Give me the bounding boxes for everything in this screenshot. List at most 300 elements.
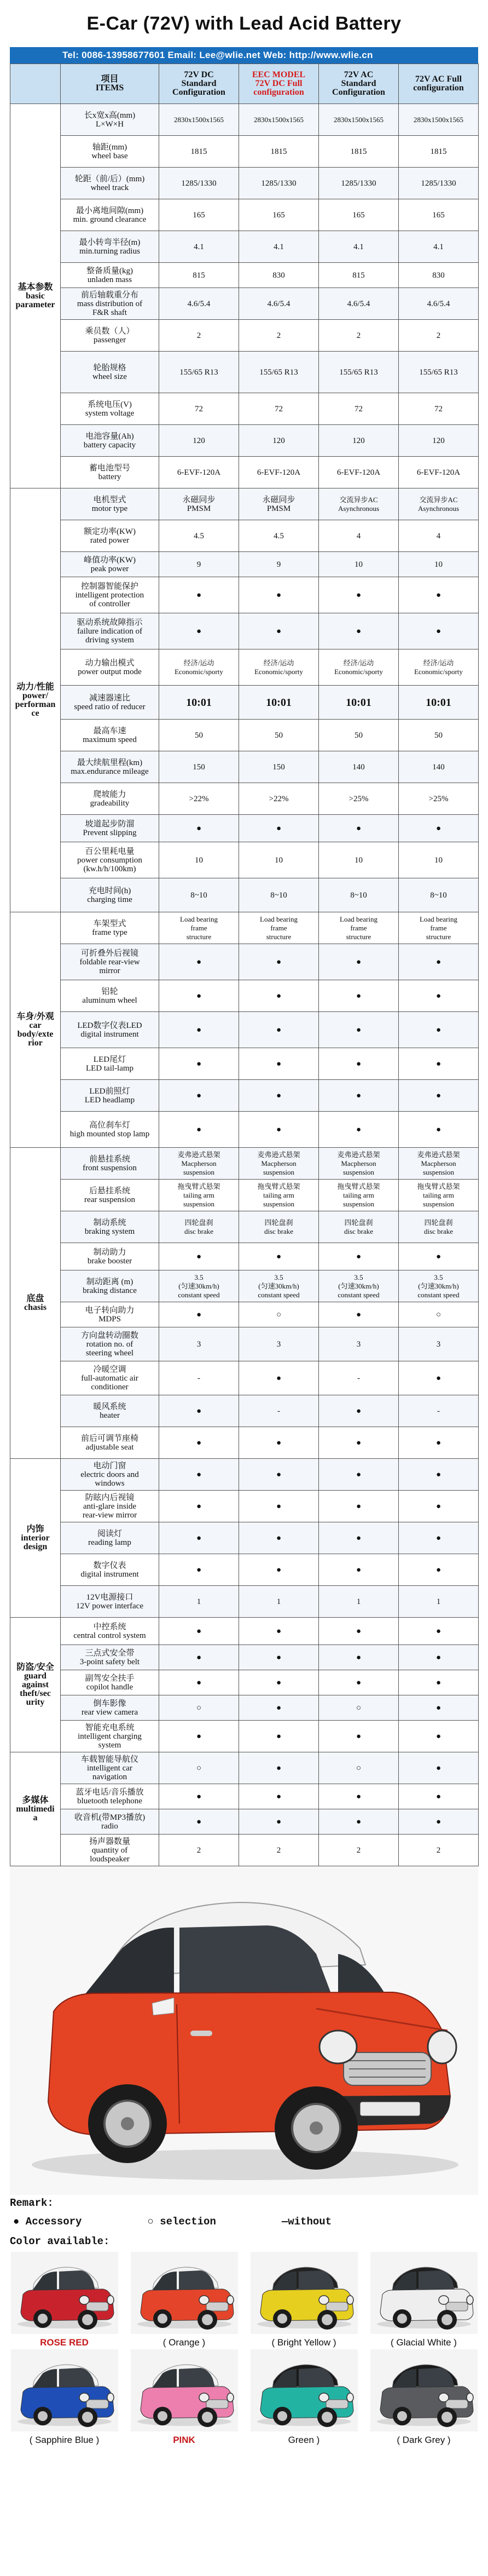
spec-value: 10:01 [399,686,479,720]
spec-item-label: 减速器速比 speed ratio of reducer [61,686,159,720]
header-model: 72V AC Full configuration [399,64,479,104]
spec-row [10,842,479,878]
spec-row [10,649,479,686]
spec-value: 72 [319,393,399,425]
spec-value: 1815 [399,136,479,168]
spec-value: ● [399,1752,479,1784]
spec-value: ● [239,1721,319,1752]
spec-value: 50 [159,720,239,751]
spec-item-label: 蓄电池型号 battery [61,457,159,488]
spec-row [10,488,479,520]
spec-value: Load bearing frame structure [159,912,239,944]
spec-value: ● [239,1554,319,1586]
spec-row [10,1491,479,1522]
spec-value: 1285/1330 [399,168,479,199]
car-thumbnail [131,2252,238,2334]
spec-item-label: 轴距(mm) wheel base [61,136,159,168]
spec-row [10,1361,479,1395]
spec-value: ● [319,1491,399,1522]
spec-value: ● [159,1554,239,1586]
spec-row [10,1670,479,1695]
spec-value: 6-EVF-120A [239,457,319,488]
spec-value: 155/65 R13 [319,352,399,393]
spec-value: 2 [239,320,319,352]
spec-row [10,1080,479,1112]
spec-value: ● [399,980,479,1012]
spec-body [10,104,479,1866]
spec-value: - [239,1395,319,1427]
spec-value: ● [319,1302,399,1327]
spec-item-label: 收音机(带MP3播放) radio [61,1809,159,1835]
spec-value: 4.6/5.4 [239,288,319,320]
spec-value: ● [399,944,479,980]
spec-value: ● [239,1427,319,1459]
spec-value: ● [319,1243,399,1270]
spec-value: 经济/运动 Economic/sporty [159,649,239,686]
color-label: ( Bright Yellow ) [271,2337,336,2348]
spec-value: 72 [239,393,319,425]
section-category: 底盘 chasis [10,1148,61,1459]
spec-row [10,944,479,980]
spec-value: 10 [399,552,479,577]
spec-value: 4.1 [159,231,239,263]
spec-value: ○ [319,1695,399,1721]
spec-value: ● [319,1645,399,1670]
spec-row [10,751,479,783]
spec-item-label: 数字仪表 digital instrument [61,1554,159,1586]
spec-row [10,1784,479,1809]
spec-value: ● [399,1554,479,1586]
spec-value: ● [319,1784,399,1809]
section-category: 基本参数 basic parameter [10,104,61,488]
spec-value: ● [399,1491,479,1522]
spec-value: 815 [319,263,399,288]
spec-row [10,1459,479,1491]
spec-row [10,980,479,1012]
spec-value: ● [319,1721,399,1752]
spec-row [10,912,479,944]
spec-value: ● [159,1080,239,1112]
spec-item-label: 电子转向助力 MDPS [61,1302,159,1327]
spec-value: >22% [159,783,239,815]
spec-row [10,1835,479,1866]
spec-item-label: 控制器智能保护 intelligent protection of controller [61,577,159,613]
spec-value: ● [399,1012,479,1048]
spec-item-label: 整备质量(kg) unladen mass [61,263,159,288]
spec-value: ● [319,1048,399,1080]
spec-value: ● [239,815,319,842]
spec-item-label: 方向盘转动圈数 rotation no. of steering wheel [61,1327,159,1361]
spec-value: ● [159,1491,239,1522]
section-category: 防盗/安全 guard against theft/sec urity [10,1618,61,1752]
spec-value: 155/65 R13 [239,352,319,393]
spec-value: ● [159,944,239,980]
spec-value: 2830x1500x1565 [319,104,399,136]
spec-row [10,136,479,168]
spec-value: ● [319,1395,399,1427]
spec-item-label: 乘员数（人） passenger [61,320,159,352]
spec-item-label: 峰值功率(KW) peak power [61,552,159,577]
spec-value: ● [399,1522,479,1554]
spec-value: ● [159,1645,239,1670]
spec-item-label: 动力输出模式 power output mode [61,649,159,686]
spec-value: ● [159,1395,239,1427]
spec-item-label: 阅读灯 reading lamp [61,1522,159,1554]
spec-item-label: 三点式安全带 3-point safety belt [61,1645,159,1670]
header-model: 72V AC Standard Configuration [319,64,399,104]
spec-value: 1 [239,1586,319,1618]
spec-value: Load bearing frame structure [319,912,399,944]
spec-value: 830 [239,263,319,288]
spec-value: 155/65 R13 [159,352,239,393]
spec-row [10,263,479,288]
section-category: 车身/外观 car body/exte rior [10,912,61,1148]
spec-item-label: LED尾灯 LED tail-lamp [61,1048,159,1080]
spec-value: 2 [159,1835,239,1866]
spec-value: ● [239,1361,319,1395]
car-thumbnail [131,2349,238,2431]
spec-value: 4.6/5.4 [159,288,239,320]
spec-value: ● [239,1809,319,1835]
spec-value: 4 [399,520,479,552]
spec-value: 麦弗逊式悬架 Macpherson suspension [319,1148,399,1180]
color-swatches [10,2252,478,2447]
spec-row [10,199,479,231]
spec-value: ● [399,1695,479,1721]
spec-item-label: 电池容量(Ah) battery capacity [61,425,159,457]
spec-value: 50 [399,720,479,751]
spec-row [10,1270,479,1302]
spec-value: ○ [159,1695,239,1721]
spec-row [10,352,479,393]
spec-row [10,520,479,552]
spec-value: 拖曳臂式悬架 tailing arm suspension [239,1180,319,1211]
spec-value: ● [159,577,239,613]
spec-value: >25% [319,783,399,815]
spec-item-label: LED数字仪表LED digital instrument [61,1012,159,1048]
spec-value: 四轮盘刹 disc brake [319,1211,399,1243]
spec-value: 1815 [159,136,239,168]
spec-item-label: 最小离地间隙(mm) min. ground clearance [61,199,159,231]
spec-value: ● [239,1459,319,1491]
spec-value: 2 [159,320,239,352]
spec-value: ● [319,1459,399,1491]
color-label: Green ) [288,2435,320,2445]
spec-value: 165 [239,199,319,231]
spec-value: 1815 [239,136,319,168]
spec-value: - [159,1361,239,1395]
spec-value: - [319,1361,399,1395]
page-title: E-Car (72V) with Lead Acid Battery [86,13,402,34]
spec-value: 4.6/5.4 [319,288,399,320]
spec-value: 2 [399,1835,479,1866]
spec-value: 10 [319,552,399,577]
spec-value: ○ [319,1752,399,1784]
spec-value: ● [319,1012,399,1048]
spec-row [10,1112,479,1148]
spec-value: 150 [159,751,239,783]
spec-item-label: 系统电压(V) system voltage [61,393,159,425]
spec-value: ● [159,1243,239,1270]
spec-value: 140 [399,751,479,783]
spec-row [10,1721,479,1752]
spec-value: >22% [239,783,319,815]
spec-value: 72 [159,393,239,425]
spec-value: 4.6/5.4 [399,288,479,320]
spec-value: ● [399,1048,479,1080]
spec-item-label: 轮距（前/后）(mm) wheel track [61,168,159,199]
spec-item-label: 额定功率(KW) rated power [61,520,159,552]
spec-row [10,231,479,263]
spec-value: ● [159,1721,239,1752]
spec-value: ● [239,1048,319,1080]
spec-value: 10:01 [239,686,319,720]
spec-value: ● [239,1618,319,1645]
spec-value: ● [239,1243,319,1270]
spec-value: 交流异步AC Asynchronous [399,488,479,520]
spec-value: 3.5 (匀速30km/h) constant speed [239,1270,319,1302]
spec-value: 3 [399,1327,479,1361]
spec-value: ● [239,1112,319,1148]
spec-item-label: 12V电源接口 12V power interface [61,1586,159,1618]
spec-value: 6-EVF-120A [319,457,399,488]
spec-row [10,1012,479,1048]
car-thumbnail [251,2252,358,2334]
spec-value: ● [319,1427,399,1459]
spec-value: ● [399,1645,479,1670]
spec-value: >25% [399,783,479,815]
car-thumbnail [370,2252,478,2334]
spec-value: 1 [319,1586,399,1618]
car-thumbnail [11,2252,118,2334]
spec-value: ● [399,1112,479,1148]
spec-item-label: LED前照灯 LED headlamp [61,1080,159,1112]
spec-item-label: 制动距离 (m) braking distance [61,1270,159,1302]
spec-row [10,1809,479,1835]
color-swatch [130,2349,239,2447]
spec-value: 2 [319,320,399,352]
car-thumbnail [370,2349,478,2431]
spec-value: ● [399,1243,479,1270]
spec-value: 经济/运动 Economic/sporty [319,649,399,686]
spec-value: 2830x1500x1565 [239,104,319,136]
spec-item-label: 前后可调节座椅 adjustable seat [61,1427,159,1459]
spec-value: 50 [319,720,399,751]
spec-value: ● [159,1048,239,1080]
spec-value: 6-EVF-120A [399,457,479,488]
spec-value: 6-EVF-120A [159,457,239,488]
spec-row [10,1243,479,1270]
spec-value: 50 [239,720,319,751]
spec-value: ● [399,1427,479,1459]
spec-row [10,1327,479,1361]
spec-value: 四轮盘刹 disc brake [239,1211,319,1243]
spec-value: ● [159,980,239,1012]
spec-value: 10 [399,842,479,878]
spec-value: ● [399,1080,479,1112]
spec-row [10,1302,479,1327]
spec-item-label: 中控系统 central control system [61,1618,159,1645]
car-illustration [10,1866,478,2195]
spec-value: 120 [239,425,319,457]
spec-value: 72 [399,393,479,425]
spec-row [10,288,479,320]
spec-item-label: 制动系统 braking system [61,1211,159,1243]
spec-value: ● [399,1809,479,1835]
spec-item-label: 电机型式 motor type [61,488,159,520]
spec-item-label: 暖风系统 heater [61,1395,159,1427]
spec-value: ● [159,1522,239,1554]
spec-value: ● [319,980,399,1012]
remark-section [10,2195,478,2247]
spec-value: ● [319,1618,399,1645]
spec-row [10,577,479,613]
spec-value: 3 [159,1327,239,1361]
spec-value: 3.5 (匀速30km/h) constant speed [159,1270,239,1302]
spec-row [10,1427,479,1459]
spec-value: ● [239,577,319,613]
spec-value: 麦弗逊式悬架 Macpherson suspension [399,1148,479,1180]
spec-value: ● [239,1491,319,1522]
spec-value: 120 [319,425,399,457]
spec-value: ○ [239,1302,319,1327]
spec-value: ● [239,980,319,1012]
spec-value: ● [159,1809,239,1835]
spec-value: ● [239,1080,319,1112]
spec-item-label: 可折叠外后视镜 foldable rear-view mirror [61,944,159,980]
spec-value: ● [159,1012,239,1048]
spec-value: ● [399,1361,479,1395]
spec-row [10,320,479,352]
spec-value: ● [399,1670,479,1695]
spec-value: ● [239,1784,319,1809]
spec-row [10,393,479,425]
spec-value: 四轮盘刹 disc brake [159,1211,239,1243]
spec-item-label: 智能充电系统 intelligent charging system [61,1721,159,1752]
spec-item-label: 冷暖空调 full-automatic air conditioner [61,1361,159,1395]
spec-value: 四轮盘刹 disc brake [399,1211,479,1243]
spec-table [10,64,479,1866]
spec-value: 麦弗逊式悬架 Macpherson suspension [239,1148,319,1180]
spec-item-label: 车架型式 frame type [61,912,159,944]
spec-value: ● [239,1522,319,1554]
spec-item-label: 最大续航里程(km) max.endurance mileage [61,751,159,783]
spec-row [10,1395,479,1427]
spec-row [10,1211,479,1243]
spec-value: 165 [399,199,479,231]
color-swatch [369,2252,478,2349]
spec-row [10,878,479,912]
spec-row [10,1695,479,1721]
spec-row [10,613,479,649]
spec-value: 4.1 [399,231,479,263]
spec-item-label: 最高车速 maximum speed [61,720,159,751]
spec-value: 4.5 [159,520,239,552]
color-swatch [249,2252,358,2349]
spec-value: 4.5 [239,520,319,552]
spec-row [10,720,479,751]
car-thumbnail [11,2349,118,2431]
spec-value: 1 [399,1586,479,1618]
header-model: EEC MODEL 72V DC Full configuration [239,64,319,104]
spec-value: 2830x1500x1565 [399,104,479,136]
spec-value: Load bearing frame structure [239,912,319,944]
spec-value: 拖曳臂式悬架 tailing arm suspension [159,1180,239,1211]
spec-value: ● [319,1554,399,1586]
spec-value: 120 [399,425,479,457]
spec-value: ● [399,815,479,842]
spec-item-label: 坡道起步防溜 Prevent slipping [61,815,159,842]
spec-item-label: 蓝牙电话/音乐播放 bluetooth telephone [61,1784,159,1809]
spec-value: - [399,1395,479,1427]
spec-value: 150 [239,751,319,783]
spec-item-label: 高位刹车灯 high mounted stop lamp [61,1112,159,1148]
spec-item-label: 爬坡能力 gradeability [61,783,159,815]
spec-row [10,552,479,577]
spec-value: 10 [159,842,239,878]
spec-value: 1815 [319,136,399,168]
spec-value: 经济/运动 Economic/sporty [239,649,319,686]
spec-value: ● [239,1695,319,1721]
spec-row [10,457,479,488]
spec-row [10,1586,479,1618]
spec-value: ● [159,815,239,842]
spec-item-label: 防眩内后视镜 anti-glare inside rear-view mirror [61,1491,159,1522]
color-swatch [10,2349,119,2447]
spec-row [10,783,479,815]
spec-row [10,686,479,720]
spec-value: 4.1 [319,231,399,263]
spec-value: ● [319,577,399,613]
spec-value: 10:01 [319,686,399,720]
spec-value: 麦弗逊式悬架 Macpherson suspension [159,1148,239,1180]
color-swatch [130,2252,239,2349]
spec-row [10,425,479,457]
remark-legend [10,2216,478,2228]
spec-value: ● [159,1427,239,1459]
spec-value: ● [239,1670,319,1695]
spec-item-label: 电动门窗 electric doors and windows [61,1459,159,1491]
spec-value: 165 [319,199,399,231]
spec-value: 交流异步AC Asynchronous [319,488,399,520]
spec-value: ● [239,1752,319,1784]
spec-value: 10 [319,842,399,878]
spec-value: ● [399,1459,479,1491]
spec-value: 经济/运动 Economic/sporty [399,649,479,686]
spec-value: ● [319,944,399,980]
spec-header-row [10,64,479,104]
spec-item-label: 铝轮 aluminum wheel [61,980,159,1012]
spec-value: ● [319,613,399,649]
spec-value: ● [319,1809,399,1835]
colors-title: Color available: [10,2235,110,2247]
spec-value: ● [239,1645,319,1670]
color-label: ROSE RED [40,2337,89,2348]
color-swatch [369,2349,478,2447]
spec-value: ● [159,1112,239,1148]
spec-value: ● [159,1302,239,1327]
spec-value: 8~10 [239,878,319,912]
spec-value: 120 [159,425,239,457]
contact-bar: Tel: 0086-13958677601 Email: Lee@wlie.net Web: http://www.wlie.cn [10,47,478,64]
legend-selection: ○ selection [147,2216,216,2228]
color-label: ( Glacial White ) [391,2337,457,2348]
spec-value: ● [399,613,479,649]
spec-value: ● [319,1670,399,1695]
spec-value: 155/65 R13 [399,352,479,393]
spec-value: 3.5 (匀速30km/h) constant speed [399,1270,479,1302]
spec-row [10,168,479,199]
